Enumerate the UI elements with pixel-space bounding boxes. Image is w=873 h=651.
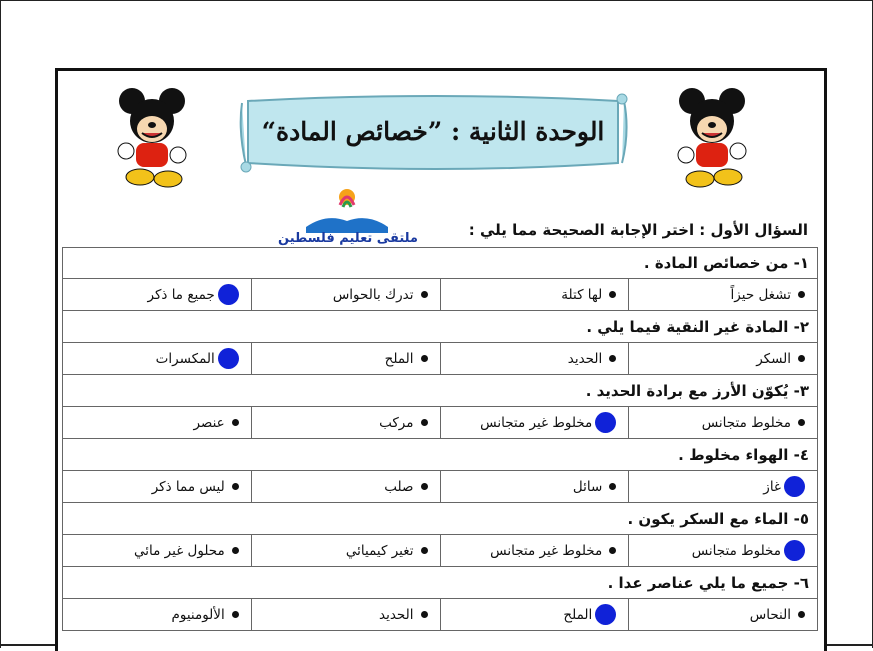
answer-option-label: الملح: [563, 606, 593, 623]
answer-option-label: النحاس: [749, 606, 791, 623]
question-row: ٦- جميع ما يلي عناصر عدا .: [62, 567, 818, 599]
bullet-icon: [798, 611, 805, 618]
bullet-icon: [421, 547, 428, 554]
answer-option[interactable]: [63, 599, 251, 630]
answer-option-label: مخلوط غير متجانس: [480, 414, 593, 431]
answer-option-label: السكر: [756, 350, 791, 367]
answer-option[interactable]: [628, 279, 817, 310]
page-title: الوحدة الثانية : ”خصائص المادة“: [261, 117, 605, 146]
answer-option[interactable]: [63, 471, 251, 502]
answer-option-label: مخلوط غير متجانس: [490, 542, 603, 559]
answer-option[interactable]: [440, 535, 629, 566]
mickey-mascot-right: [662, 85, 762, 190]
answer-option[interactable]: [63, 279, 251, 310]
bullet-icon: [232, 483, 239, 490]
selected-answer-circle-icon: [595, 412, 616, 433]
bullet-icon: [421, 355, 428, 362]
options-row: [62, 535, 818, 567]
question-heading: السؤال الأول : اختر الإجابة الصحيحة مما يلي :: [468, 221, 808, 239]
question-row: ٣- يُكوّن الأرز مع برادة الحديد .: [62, 375, 818, 407]
question-grid: [62, 247, 818, 631]
selected-answer-circle-icon: [784, 540, 805, 561]
answer-option[interactable]: [440, 471, 629, 502]
selected-answer-circle-icon: [595, 604, 616, 625]
answer-option[interactable]: [63, 407, 251, 438]
selected-answer-circle-icon: [218, 284, 239, 305]
answer-option[interactable]: [628, 343, 817, 374]
answer-option[interactable]: [628, 599, 817, 630]
options-row: [62, 599, 818, 631]
bullet-icon: [609, 355, 616, 362]
answer-option[interactable]: [63, 535, 251, 566]
options-row: [62, 279, 818, 311]
bullet-icon: [798, 291, 805, 298]
answer-option-label: سائل: [572, 478, 603, 495]
bullet-icon: [421, 419, 428, 426]
bullet-icon: [232, 419, 239, 426]
answer-option-label: الحديد: [567, 350, 603, 367]
forum-logo-text: ملتقى تعليم فلسطين: [278, 231, 418, 246]
answer-option[interactable]: [251, 407, 440, 438]
bullet-icon: [609, 291, 616, 298]
answer-option[interactable]: [628, 471, 817, 502]
answer-option-label: المكسرات: [155, 350, 215, 367]
answer-option-label: مخلوط متجانس: [691, 542, 781, 559]
frame-left-line: [0, 0, 1, 648]
mickey-mascot-left: [102, 85, 202, 190]
bullet-icon: [609, 483, 616, 490]
answer-option-label: الحديد: [378, 606, 414, 623]
answer-option-label: تغير كيميائي: [345, 542, 414, 559]
title-banner: [238, 91, 628, 179]
answer-option[interactable]: [440, 599, 629, 630]
answer-option[interactable]: [251, 279, 440, 310]
answer-option[interactable]: [440, 343, 629, 374]
options-row: [62, 343, 818, 375]
bullet-icon: [609, 547, 616, 554]
bullet-icon: [421, 291, 428, 298]
question-row: ١- من خصائص المادة .: [62, 247, 818, 279]
answer-option[interactable]: [251, 343, 440, 374]
answer-option[interactable]: [628, 535, 817, 566]
answer-option-label: مركب: [379, 414, 414, 431]
answer-option[interactable]: [251, 471, 440, 502]
answer-option-label: تدرك بالحواس: [332, 286, 414, 303]
answer-option-label: مخلوط متجانس: [701, 414, 791, 431]
answer-option[interactable]: [440, 279, 629, 310]
answer-option[interactable]: [440, 407, 629, 438]
answer-option-label: ليس مما ذكر: [151, 478, 225, 495]
options-row: [62, 407, 818, 439]
answer-option-label: عنصر: [193, 414, 225, 431]
question-row: ٢- المادة غير النقية فيما يلي .: [62, 311, 818, 343]
selected-answer-circle-icon: [784, 476, 805, 497]
frame-top-line: [0, 0, 873, 1]
bullet-icon: [421, 483, 428, 490]
answer-option[interactable]: [628, 407, 817, 438]
answer-option-label: محلول غير مائي: [134, 542, 225, 559]
answer-option-label: الملح: [384, 350, 414, 367]
selected-answer-circle-icon: [218, 348, 239, 369]
answer-option-label: تشغل حيزاً: [730, 286, 791, 303]
bullet-icon: [798, 355, 805, 362]
answer-option-label: الألومنيوم: [171, 606, 225, 623]
bullet-icon: [798, 419, 805, 426]
answer-option[interactable]: [251, 535, 440, 566]
answer-option-label: غاز: [763, 478, 781, 495]
options-row: [62, 471, 818, 503]
answer-option[interactable]: [63, 343, 251, 374]
question-row: ٥- الماء مع السكر يكون .: [62, 503, 818, 535]
answer-option-label: لها كتلة: [561, 286, 603, 303]
worksheet: [55, 68, 827, 651]
bullet-icon: [421, 611, 428, 618]
question-row: ٤- الهواء مخلوط .: [62, 439, 818, 471]
answer-option-label: صلب: [384, 478, 414, 495]
answer-option-label: جميع ما ذكر: [147, 286, 215, 303]
bullet-icon: [232, 547, 239, 554]
bullet-icon: [232, 611, 239, 618]
answer-option[interactable]: [251, 599, 440, 630]
